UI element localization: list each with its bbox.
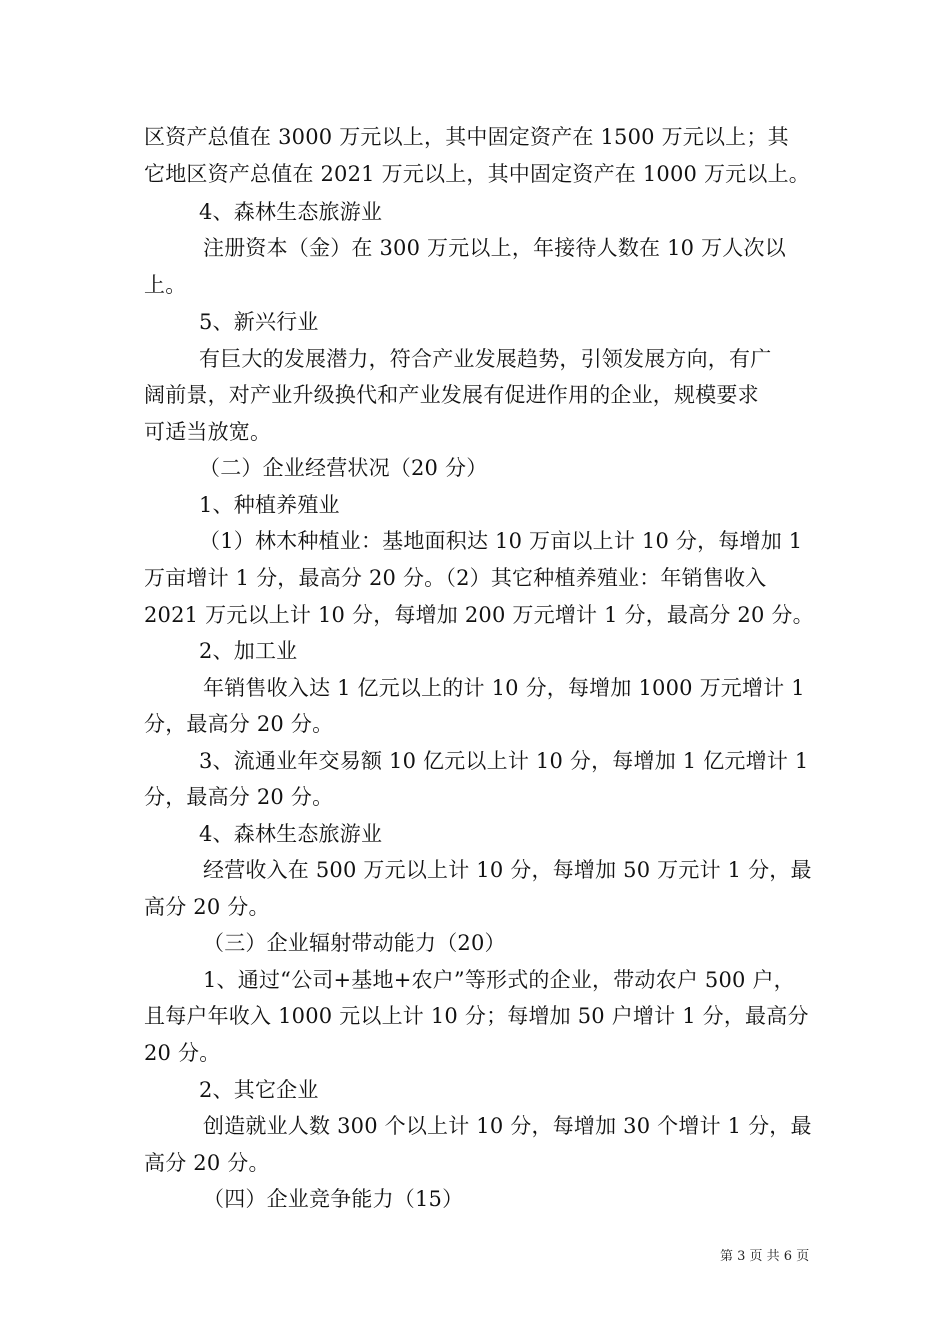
section-heading: （二）企业经营状况（20 分） — [199, 456, 488, 480]
section-heading: 5、新兴行业 — [199, 310, 319, 334]
text-line: 有巨大的发展潜力，符合产业发展趋势，引领发展方向，有广 — [199, 347, 772, 371]
text-line: 它地区资产总值在 2021 万元以上，其中固定资产在 1000 万元以上。 — [144, 162, 810, 186]
text-line: 且每户年收入 1000 元以上计 10 分；每增加 50 户增计 1 分，最高分 — [144, 1004, 809, 1028]
text-line: 上。 — [144, 273, 187, 297]
text-line: 注册资本（金）在 300 万元以上，年接待人数在 10 万人次以 — [203, 236, 786, 260]
text-line: 创造就业人数 300 个以上计 10 分，每增加 30 个增计 1 分，最 — [203, 1114, 812, 1138]
text-line: 可适当放宽。 — [144, 420, 272, 444]
text-line: （1）林木种植业：基地面积达 10 万亩以上计 10 分，每增加 1 — [199, 529, 803, 553]
section-heading: 2、其它企业 — [199, 1078, 319, 1102]
text-line: 1、通过“公司+基地+农户”等形式的企业，带动农户 500 户， — [203, 968, 795, 992]
text-line: 2021 万元以上计 10 分，每增加 200 万元增计 1 分，最高分 20 分。 — [144, 603, 814, 627]
text-line: 年销售收入达 1 亿元以上的计 10 分，每增加 1000 万元增计 1 — [203, 676, 805, 700]
text-line: 高分 20 分。 — [144, 895, 270, 919]
text-line: 经营收入在 500 万元以上计 10 分，每增加 50 万元计 1 分，最 — [203, 858, 812, 882]
text-line: 阔前景，对产业升级换代和产业发展有促进作用的企业，规模要求 — [144, 383, 759, 407]
text-line: 高分 20 分。 — [144, 1151, 270, 1175]
section-heading: （四）企业竞争能力（15） — [203, 1187, 464, 1211]
section-heading: 4、森林生态旅游业 — [199, 822, 383, 846]
text-line: 20 分。 — [144, 1041, 221, 1065]
section-heading: 1、种植养殖业 — [199, 493, 340, 517]
section-heading: 2、加工业 — [199, 639, 298, 663]
text-line: 3、流通业年交易额 10 亿元以上计 10 分，每增加 1 亿元增计 1 — [199, 749, 809, 773]
text-line: 区资产总值在 3000 万元以上，其中固定资产在 1500 万元以上；其 — [144, 125, 789, 149]
text-line: 分，最高分 20 分。 — [144, 785, 334, 809]
section-heading: 4、森林生态旅游业 — [199, 200, 383, 224]
text-line: 分，最高分 20 分。 — [144, 712, 334, 736]
text-line: 万亩增计 1 分，最高分 20 分。（2）其它种植养殖业：年销售收入 — [144, 566, 767, 590]
page-number: 第 3 页 共 6 页 — [720, 1249, 810, 1264]
section-heading: （三）企业辐射带动能力（20） — [203, 931, 506, 955]
